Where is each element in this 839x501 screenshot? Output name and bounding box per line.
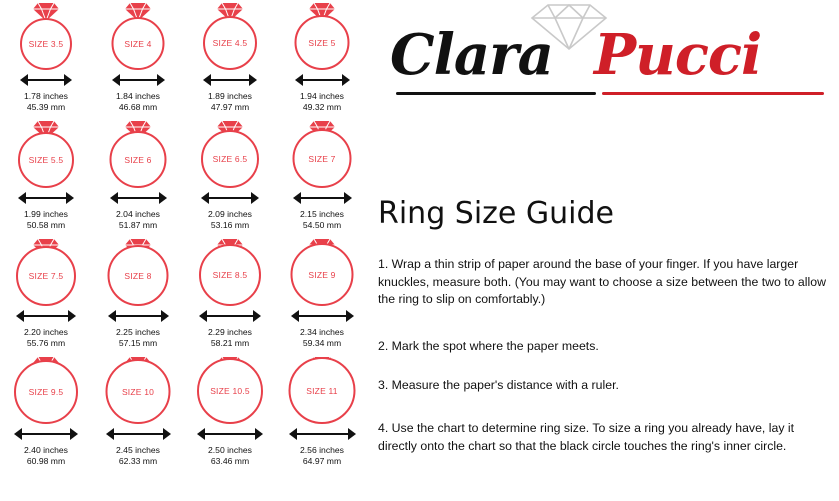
ring-measurement: [92, 327, 184, 348]
ring-size-label: SIZE 4.5: [212, 38, 248, 48]
ring-size-cell: [184, 0, 276, 118]
measurement-mm: 46.68 mm: [118, 101, 158, 112]
ring-measurement: [276, 445, 368, 466]
measurement-mm: 59.34 mm: [302, 337, 342, 348]
ring-measurement: [92, 91, 184, 112]
measurement-inches: 2.04 inches: [116, 209, 160, 219]
guide-step-3: 3. Measure the paper's distance with a ruler.: [378, 378, 619, 392]
ring-illustration: [276, 236, 368, 308]
brand-name-first: Clara: [390, 22, 553, 88]
brand-name-second: Pucci: [594, 22, 762, 88]
diameter-arrow: [276, 428, 368, 440]
ring-size-cell: [276, 118, 368, 236]
ring-illustration: [0, 118, 92, 190]
ring-size-cell: [0, 354, 92, 472]
diameter-arrow: [0, 428, 92, 440]
measurement-mm: 53.16 mm: [210, 219, 250, 230]
ring-size-cell: [0, 236, 92, 354]
logo-underline-black: [396, 92, 596, 95]
measurement-mm: 58.21 mm: [210, 337, 250, 348]
ring-size-label: SIZE 7: [308, 153, 336, 164]
ring-illustration: [92, 236, 184, 308]
measurement-mm: 60.98 mm: [26, 455, 66, 466]
guide-panel: [368, 0, 839, 501]
brand-logo: [376, 0, 839, 110]
diameter-arrow: [184, 310, 276, 322]
measurement-inches: 2.20 inches: [24, 327, 68, 337]
diameter-arrow: [0, 74, 92, 86]
diameter-arrow: [184, 74, 276, 86]
ring-size-label: SIZE 10.5: [210, 386, 250, 396]
diameter-arrow: [276, 74, 368, 86]
measurement-inches: 1.94 inches: [300, 91, 344, 101]
measurement-inches: 2.45 inches: [116, 445, 160, 455]
measurement-mm: 45.39 mm: [26, 101, 66, 112]
ring-illustration: [276, 118, 368, 190]
ring-measurement: [184, 209, 276, 230]
guide-step-4: 4. Use the chart to determine ring size. To size a ring you already have, lay it directly onto the chart so that the black circle touches the ring's inner circle.: [378, 421, 795, 453]
measurement-mm: 54.50 mm: [302, 219, 342, 230]
ring-size-cell: [92, 0, 184, 118]
measurement-mm: 57.15 mm: [118, 337, 158, 348]
ring-illustration: [184, 354, 276, 426]
ring-size-cell: [0, 0, 92, 118]
ring-measurement: [0, 327, 92, 348]
measurement-inches: 1.89 inches: [208, 91, 252, 101]
ring-size-label: SIZE 11: [306, 385, 338, 396]
guide-step-2: 2. Mark the spot where the paper meets.: [378, 339, 599, 353]
ring-size-cell: [184, 118, 276, 236]
page-title: Ring Size Guide: [378, 196, 614, 231]
ring-chart-row: [0, 354, 368, 472]
ring-illustration: [0, 236, 92, 308]
ring-illustration: [0, 0, 92, 72]
ring-size-cell: [184, 236, 276, 354]
ring-measurement: [0, 91, 92, 112]
diameter-arrow: [0, 310, 92, 322]
ring-size-cell: [92, 118, 184, 236]
measurement-mm: 62.33 mm: [118, 455, 158, 466]
ring-size-label: SIZE 9.5: [28, 387, 64, 397]
ring-illustration: [92, 118, 184, 190]
ring-size-cell: [276, 354, 368, 472]
measurement-inches: 2.25 inches: [116, 327, 160, 337]
diameter-arrow: [92, 428, 184, 440]
ring-size-label: SIZE 5: [308, 37, 336, 48]
ring-illustration: [184, 0, 276, 72]
measurement-inches: 1.84 inches: [116, 91, 160, 101]
ring-size-label: SIZE 9: [308, 269, 336, 280]
ring-size-cell: [184, 354, 276, 472]
diameter-arrow: [276, 192, 368, 204]
ring-illustration: [276, 354, 368, 426]
ring-size-label: SIZE 6.5: [212, 154, 248, 164]
measurement-inches: 2.29 inches: [208, 327, 252, 337]
ring-size-label: SIZE 4: [124, 38, 152, 49]
ring-chart-row: [0, 0, 368, 118]
diameter-arrow: [0, 192, 92, 204]
ring-illustration: [0, 354, 92, 426]
measurement-inches: 2.56 inches: [300, 445, 344, 455]
ring-size-label: SIZE 5.5: [28, 155, 64, 165]
ring-size-label: SIZE 8: [124, 270, 152, 281]
diameter-arrow: [276, 310, 368, 322]
ring-measurement: [184, 445, 276, 466]
measurement-inches: 1.78 inches: [24, 91, 68, 101]
guide-step-1: 1. Wrap a thin strip of paper around the base of your finger. If you have larger knuckles, measure both. (You may want to choose a size between the two to allow the ring to slip on comfortably.): [378, 257, 826, 306]
ring-illustration: [184, 118, 276, 190]
ring-size-chart: [0, 0, 368, 501]
ring-size-cell: [276, 0, 368, 118]
ring-measurement: [276, 327, 368, 348]
ring-size-label: SIZE 10: [121, 386, 155, 397]
diameter-arrow: [184, 428, 276, 440]
ring-illustration: [92, 0, 184, 72]
measurement-mm: 51.87 mm: [118, 219, 158, 230]
measurement-inches: 2.09 inches: [208, 209, 252, 219]
measurement-inches: 1.99 inches: [24, 209, 68, 219]
ring-size-cell: [276, 236, 368, 354]
measurement-mm: 63.46 mm: [210, 455, 250, 466]
ring-size-cell: [0, 118, 92, 236]
ring-measurement: [276, 209, 368, 230]
ring-illustration: [276, 0, 368, 72]
ring-measurement: [92, 445, 184, 466]
measurement-mm: 50.58 mm: [26, 219, 66, 230]
diameter-arrow: [92, 310, 184, 322]
measurement-mm: 55.76 mm: [26, 337, 66, 348]
ring-size-cell: [92, 236, 184, 354]
ring-illustration: [92, 354, 184, 426]
ring-chart-row: [0, 118, 368, 236]
measurement-inches: 2.50 inches: [208, 445, 252, 455]
measurement-inches: 2.40 inches: [24, 445, 68, 455]
ring-measurement: [92, 209, 184, 230]
ring-size-label: SIZE 7.5: [28, 271, 64, 281]
measurement-mm: 49.32 mm: [302, 101, 342, 112]
logo-underline-red: [602, 92, 824, 95]
ring-chart-row: [0, 236, 368, 354]
diameter-arrow: [184, 192, 276, 204]
ring-illustration: [184, 236, 276, 308]
ring-measurement: [184, 327, 276, 348]
diameter-arrow: [92, 74, 184, 86]
ring-measurement: [0, 445, 92, 466]
ring-size-label: SIZE 6: [124, 154, 152, 165]
ring-size-label: SIZE 3.5: [28, 39, 64, 49]
measurement-mm: 47.97 mm: [210, 101, 250, 112]
measurement-inches: 2.15 inches: [300, 209, 344, 219]
ring-measurement: [184, 91, 276, 112]
ring-size-label: SIZE 8.5: [212, 270, 248, 280]
diameter-arrow: [92, 192, 184, 204]
ring-measurement: [0, 209, 92, 230]
measurement-inches: 2.34 inches: [300, 327, 344, 337]
ring-size-cell: [92, 354, 184, 472]
ring-measurement: [276, 91, 368, 112]
measurement-mm: 64.97 mm: [302, 455, 342, 466]
